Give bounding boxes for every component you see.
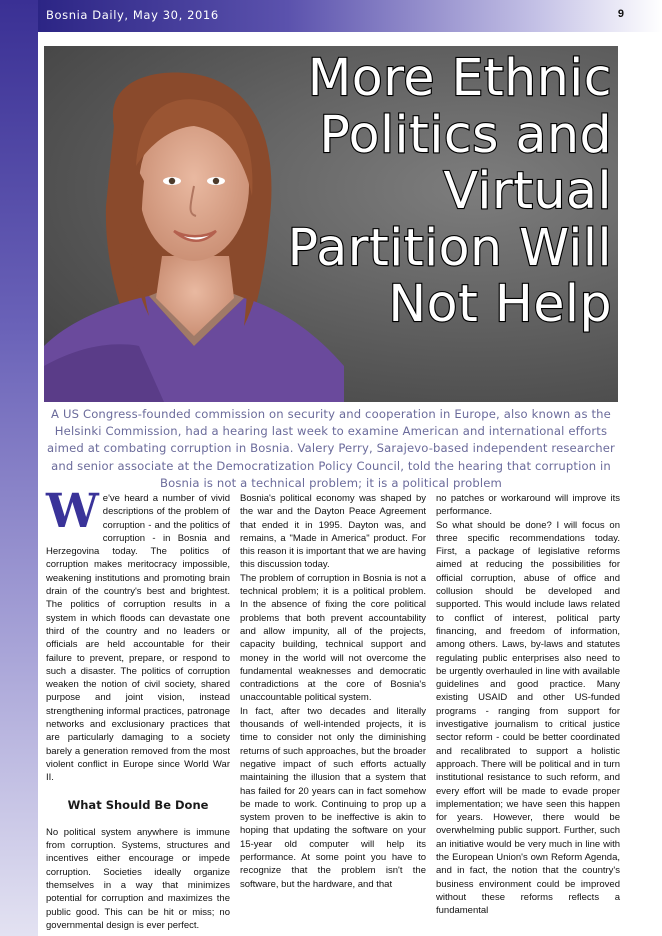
drop-cap: W: [46, 484, 99, 539]
left-color-bar: [0, 0, 38, 936]
paragraph: So what should be done? I will focus on three specific recommendations today. First, a package of legislative reforms aimed at reducing the possibilities for official corruption, abuse of office and collusion should be developed and supported. This would include laws related to conflict of interest, political party financing, and freedom of information, among others. Laws, by-laws and statutes regulating public enterprises also need to be urgently overhauled in line with available guidelines and good practice. Many existing USAID and other US-funded programs - ranging from support for investigative journalism to critical justice sector reform - could be better coordinated and recalibrated to support a holistic approach. There will be political and in turn institutional resistance to such reform, and every effort will be made to evade proper implementation; we have seen this happen for years. However, there would be overwhelming public support. Further, such an initiative would be very much in line with the European Union's own Reform Agenda, and in fact, the notion that the country's business environment could be improved without these reforms reflects a fundamental: [436, 519, 620, 917]
paragraph: In fact, after two decades and literally thousands of well-intended projects, it is time to consider not only the diminishing returns of such approaches, but the broader negative impact of such efforts actually maintaining the illusion that a system that has failed for 20 years can in fact somehow be made to work. Continuing to prop up a system proven to be ineffective is akin to hoping that updating the software on your 15-year old computer will help its performance. At some point you have to recognize that the problem isn't the software, but the hardware, and that: [240, 705, 426, 890]
text-column-1: [46, 484, 230, 932]
publication-date-line: Bosnia Daily, May 30, 2016: [46, 8, 219, 22]
article-headline: More Ethnic Politics and Virtual Partition Will Not Help: [287, 48, 612, 334]
paragraph: no patches or workaround will improve its performance.: [436, 493, 620, 518]
paragraph: No political system anywhere is immune from corruption. Systems, structures and incentives either encourage or impede corruption. Societies ideally organize themselves in a way that minimizes potential for corruption and maximizes the public good. This can be hit or miss; no governmental design is ever perfect.: [46, 826, 230, 931]
text-column-2: [240, 492, 426, 891]
page-number: 9: [617, 8, 624, 20]
paragraph: The problem of corruption in Bosnia is not a technical problem; it is a political problem. In the absence of fixing the core political problems that both prevent accountability and allow impunity, all of the projects, capacity building, technical support and money in the world will not overcome the fundamental weaknesses and democratic contradictions at the core of Bosnia's unaccountable political system.: [240, 572, 426, 704]
intro-text: e've heard a number of vivid descriptions of the problem of corruption - and the politics of corruption - in Bosnia and Herzegovina today. The politics of corruption makes meritocracy impossible, weakening institutions and promoting brain drain of the country's best and brightest. The politics of corruption results in a system in which floods can devastate one third of the country and no leaders or officials are held accountable for their failure to prevent, prepare, or respond to such a disaster. The politics of corruption weaken the notion of civil society, shared purpose and joint vision, instead strengthening informal practices, patronage networks and exclusionary practices that are particularly damaging to a society barely a generation removed from the most violent conflict in Europe since World War II.: [46, 493, 230, 784]
page-header: [38, 0, 662, 32]
article-deck: A US Congress-founded commission on security and cooperation in Europe, also known as the Helsinki Commission, had a hearing last week to examine American and international efforts aimed at combating corruption in Bosnia. Valery Perry, Sarajevo-based independent researcher and senior associate at the Democratization Policy Council, told the hearing that corruption in Bosnia is not a technical problem; it is a political problem: [47, 407, 615, 490]
section-subhead: What Should Be Done: [67, 797, 209, 812]
hero-photo: [44, 46, 618, 402]
text-column-3: [436, 492, 620, 918]
intro-paragraph: [46, 484, 230, 785]
paragraph: Bosnia's political economy was shaped by the war and the Dayton Peace Agreement that ended it in 1995. Dayton was, and remains, a "Made in America" product. For this reason it is important that we are having this discussion today.: [240, 493, 426, 571]
